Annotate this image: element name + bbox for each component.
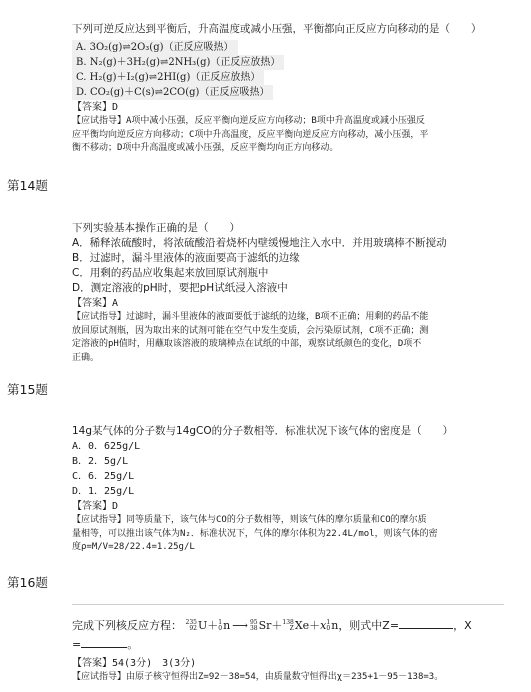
question-15-guide-line: 【应试指导】同等质量下，该气体与CO的分子数相等，则该气体的摩尔质量和CO的摩尔质 (72, 515, 427, 525)
question-14-stem: 下列实验基本操作正确的是（ ） (72, 222, 240, 234)
plus-sign: ＋ (207, 619, 219, 632)
u-mass-number: 235 (185, 619, 197, 626)
question-13-option-c: C. H₂(g)＋I₂(g)⇌2HI(g)（正反应放热） (72, 70, 264, 85)
question-16-stem-end: 。 (127, 638, 139, 651)
question-16-stem-prefix: 完成下列核反应方程： (72, 619, 182, 632)
question-14-guide-line: 放回原试剂瓶，因为取出来的试剂可能在空气中发生变质，会污染原试剂，C项不正确；测 (72, 325, 429, 336)
question-15-option-d: D．1．25g/L (72, 486, 135, 497)
answer-blank-x[interactable] (81, 636, 127, 648)
question-15-option-b: B．2．5g/L (72, 456, 129, 467)
sr-symbol: Sr (258, 619, 272, 632)
question-15-guide-line: 量相等，可以推出该气体为N₂．标准状况下，气体的摩尔体积为22.4L/mol，则该气体的密 (72, 528, 438, 539)
xe-symbol: Xe (294, 619, 310, 632)
question-15-option-c: C．6．25g/L (72, 471, 135, 482)
question-13-answer: 【答案】D (72, 102, 119, 113)
question-16-stem-x: ，X (453, 619, 472, 632)
n-atomic-number: 0 (218, 625, 223, 632)
n-symbol: n (223, 619, 231, 632)
n2-mass-number: 1 (326, 619, 331, 626)
question-14-option-d: D．测定溶液的pH时，要把pH试纸浸入溶液中 (72, 282, 288, 294)
sr-mass-number: 95 (249, 619, 258, 626)
question-13-guide-line: 衡不移动；D项中升高温度或减小压强，反应平衡均向正方向移动。 (72, 143, 339, 153)
xe-mass-number: 138 (282, 619, 294, 626)
n2-symbol: n (331, 619, 339, 632)
question-13-option-b: B. N₂(g)＋3H₂(g)⇌2NH₃(g)（正反应放热） (72, 55, 284, 70)
question-16-stem (72, 616, 525, 636)
u-symbol: U (197, 619, 208, 632)
question-16 (72, 616, 525, 685)
question-14-label: 第14题 (7, 178, 48, 193)
question-13-guide-line: 【应试指导】A项中减小压强，反应平衡向逆反应方向移动；B项中升高温度或减小压强反 (72, 116, 425, 126)
question-16-answer: 【答案】54(3分) 3(3分) (72, 658, 197, 669)
question-15-label: 第15题 (7, 382, 48, 397)
question-13-stem: 下列可逆反应达到平衡后，升高温度或减小压强，平衡都向正反应方向移动的是（ ） (72, 23, 482, 35)
n2-atomic-number: 0 (326, 625, 331, 632)
question-13-guide-line: 应平衡均向逆反应方向移动；C项中升高温度，反应平衡向逆反应方向移动，减小压强，平 (72, 129, 429, 140)
question-14-guide-line: 定溶液的pH值时，用蘸取该溶液的玻璃棒点在试纸的中部，观察试纸颜色的变化，D项不 (72, 339, 422, 349)
question-14-guide-line: 【应试指导】过滤时，漏斗里液体的液面要低于滤纸的边缘，B项不正确；用剩的药品不能 (72, 312, 429, 322)
question-16-divider (72, 604, 504, 605)
question-15-answer: 【答案】D (72, 501, 119, 512)
plus-sign: ＋ (271, 619, 283, 632)
nuclear-equation (186, 619, 339, 632)
question-15-stem: 14g某气体的分子数与14gCO的分子数相等．标准状况下该气体的密度是（ ） (72, 425, 454, 437)
n-mass-number: 1 (218, 619, 223, 626)
answer-blank-z[interactable] (399, 617, 453, 629)
arrow-icon: ⟶ (232, 619, 248, 632)
question-16-guide: 【应试指导】由原子核守恒得出Z=92－38=54，由质量数守恒得出χ＝235+1－95－138=3。 (72, 672, 444, 682)
question-16-stem-eq: = (72, 638, 82, 651)
question-14-option-b: B．过滤时，漏斗里液体的液面要高于滤纸的边缘 (72, 252, 300, 264)
u-atomic-number: 92 (189, 625, 197, 632)
question-15-guide-line: 度ρ=M/V=28/22.4=1.25g/L (72, 542, 195, 552)
xe-atomic-number: Z (289, 625, 294, 632)
question-15-option-a: A．0．625g/L (72, 441, 141, 452)
question-14-option-a: A．稀释浓硫酸时，将浓硫酸沿着烧杯内壁缓慢地注入水中．并用玻璃棒不断搅动 (72, 237, 447, 249)
question-14-answer: 【答案】A (72, 298, 119, 309)
question-16-label: 第16题 (7, 575, 48, 590)
question-13 (72, 22, 525, 156)
sr-atomic-number: 38 (249, 625, 258, 632)
question-16-stem-suffix: ，则式中Z= (338, 619, 400, 632)
x-coefficient: x (320, 619, 327, 632)
question-13-option-a: A. 3O₂(g)⇌2O₃(g)（正反应吸热） (72, 40, 238, 55)
plus-sign: ＋ (309, 619, 321, 632)
question-14-guide-line: 正确。 (72, 352, 100, 363)
question-14-option-c: C．用剩的药品应收集起来放回原试剂瓶中 (72, 267, 269, 279)
question-14 (72, 221, 525, 365)
question-13-option-d: D. CO₂(g)＋C(s)⇌2CO(g)（正反应吸热） (72, 85, 273, 100)
question-15 (72, 424, 525, 555)
